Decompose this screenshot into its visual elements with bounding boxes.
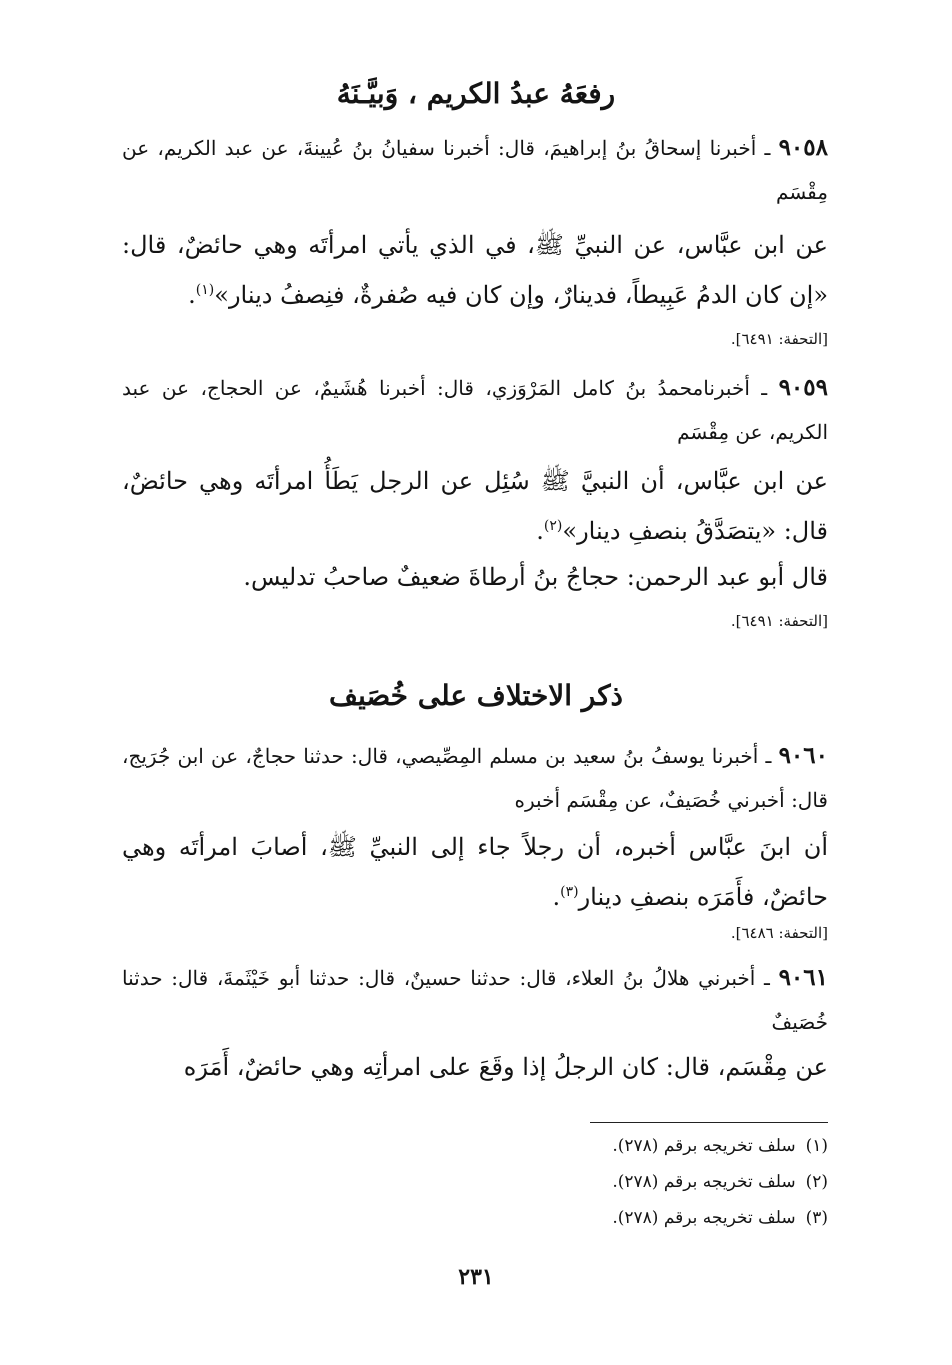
matn-text: أن ابنَ عبَّاس أخبره، أن رجلاً جاء إلى النبيِّ ﷺ، أصابَ امرأتَه وهي حائضٌ، فأَمَرَه بنصفِ دينار	[122, 833, 828, 911]
hadith-9059-isnad	[122, 366, 828, 454]
footnote-1	[122, 1134, 828, 1158]
isnad-text: ـ أخبرنامحمدُ بنُ كامل المَرْوَزي، قال: أخبرنا هُشَيمٌ، عن الحجاج، عن عبد الكريم، عن مِقْسَم	[122, 376, 828, 444]
page-number: ٢٣١	[458, 1264, 494, 1290]
footnote-marker: (٢)	[543, 518, 563, 534]
footnote-separator	[590, 1122, 828, 1123]
footnote-number: (٢)	[805, 1172, 828, 1192]
footnote-3	[122, 1206, 828, 1230]
hadith-9058-matn: عن ابن عبَّاس، عن النبيِّ ﷺ، في الذي يأتي امرأتَه وهي حائضٌ، قال: «إن كان الدمُ عَبِيطاً، فدينارٌ، وإن كان فيه صُفرةٌ، فنِصفُ دينار»$^{(١)}$.	[122, 231, 828, 309]
footnote-number: (١)	[805, 1136, 828, 1156]
hadith-9060-reference: [التحفة: ٦٤٨٦].	[730, 924, 828, 942]
isnad-text: ـ أخبرني هلالُ بنُ العلاء، قال: حدثنا حسينٌ، قال: حدثنا أبو خَيْثَمةَ، قال: حدثنا خُصَيفٌ	[122, 966, 828, 1034]
hadith-9059-comment: قال أبو عبد الرحمن: حجاجُ بنُ أرطاةَ ضعيفٌ صاحبُ تدليس.	[243, 563, 828, 591]
hadith-9061-matn: عن مِقْسَم، قال: كان الرجلُ إذا وقَعَ على امرأتِه وهي حائضٌ، أَمَرَه	[183, 1053, 828, 1081]
matn-text: عن ابن عبَّاس، عن النبيِّ ﷺ، في الذي يأتي امرأتَه وهي حائضٌ، قال: «إن كان الدمُ عَبِيطاً، فدينارٌ، وإن كان فيه صُفرةٌ، فنِصفُ دينار»	[122, 231, 828, 309]
hadith-number: ٩٠٦١	[778, 964, 828, 991]
matn-text: عن ابن عبَّاس، أن النبيَّ ﷺ سُئِل عن الرجل يَطَأُ امرأتَه وهي حائضٌ، قال: «يتصَدَّقُ بنصفِ دينار»	[122, 467, 828, 545]
footnote-text: سلف تخريجه برقم (٢٧٨).	[612, 1172, 796, 1192]
hadith-9061-isnad	[122, 956, 828, 1044]
footnote-number: (٣)	[805, 1208, 828, 1228]
hadith-9059-reference: [التحفة: ٦٤٩١].	[730, 612, 828, 630]
hadith-9058-isnad	[122, 126, 828, 214]
footnote-2	[122, 1170, 828, 1194]
hadith-number: ٩٠٦٠	[778, 742, 828, 769]
hadith-9060-isnad	[122, 734, 828, 822]
isnad-text: ـ أخبرنا إسحاقُ بنُ إبراهيمَ، قال: أخبرنا سفيانُ بنُ عُيينةَ، عن عبد الكريم، عن مِقْسَم	[122, 136, 828, 204]
section-heading-khusaif: ذكر الاختلاف على خُصَيف	[328, 679, 624, 712]
hadith-9058-reference: [التحفة: ٦٤٩١].	[730, 330, 828, 348]
hadith-9060-matn: أن ابنَ عبَّاس أخبره، أن رجلاً جاء إلى النبيِّ ﷺ، أصابَ امرأتَه وهي حائضٌ، فأَمَرَه بنصفِ دينار$^{(٣)}$.	[122, 833, 828, 911]
hadith-9059-matn: عن ابن عبَّاس، أن النبيَّ ﷺ سُئِل عن الرجل يَطَأُ امرأتَه وهي حائضٌ، قال: «يتصَدَّقُ بنصفِ دينار»$^{(٢)}$.	[122, 467, 828, 545]
footnote-marker: (٣)	[560, 884, 579, 900]
section-heading-raf: رفعَهُ عبدُ الكريم ، وَبيَّـنَهُ	[336, 77, 616, 110]
isnad-text: ـ أخبرنا يوسفُ بنُ سعيد بن مسلم المِصِّيصي، قال: حدثنا حجاجٌ، عن ابن جُرَيج، قال: أخبرني خُصَيفٌ، عن مِقْسَم أخبره	[122, 744, 828, 812]
hadith-number: ٩٠٥٨	[778, 134, 828, 161]
hadith-number: ٩٠٥٩	[778, 374, 828, 401]
footnote-text: سلف تخريجه برقم (٢٧٨).	[612, 1208, 796, 1228]
footnote-marker: (١)	[195, 282, 215, 298]
footnote-text: سلف تخريجه برقم (٢٧٨).	[612, 1136, 796, 1156]
